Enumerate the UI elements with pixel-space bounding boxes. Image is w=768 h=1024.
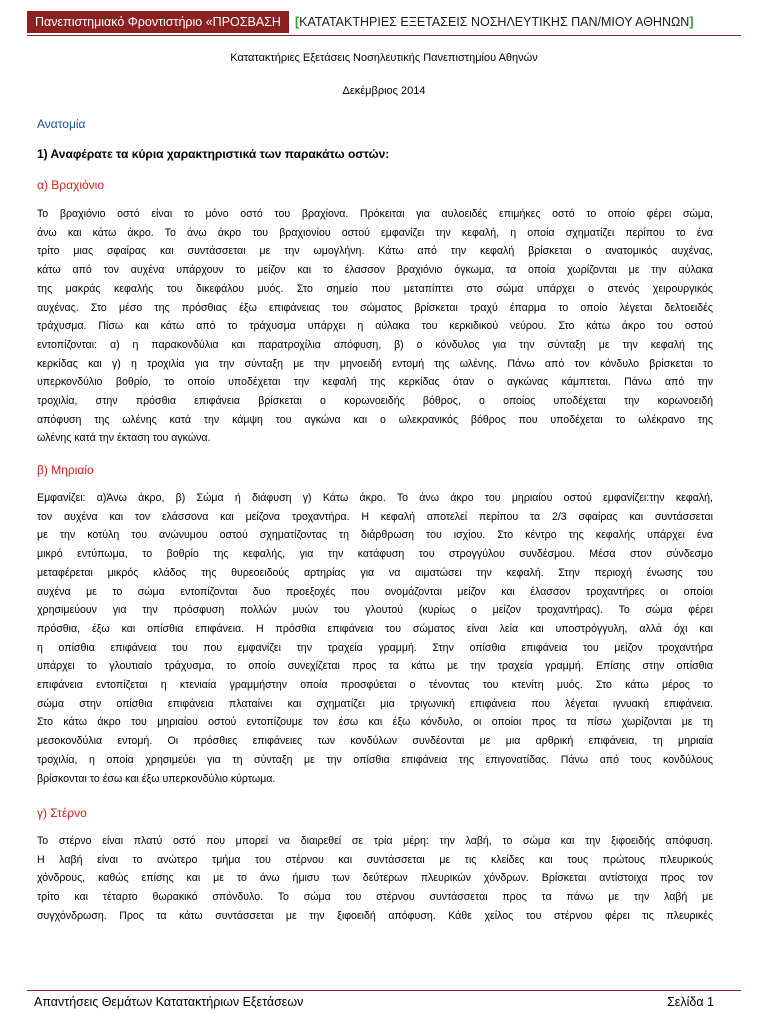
text-line: Το στέρνο είναι πλατύ οστό που μπορεί να διαιρεθεί σε τρία μέρη: την λαβή, το σώμα και την ξιφοειδής απόφυση. xyxy=(37,835,713,847)
header-exam-text: ΚΑΤΑΤΑΚΤΗΡΙΕΣ ΕΞΕΤΑΣΕΙΣ ΝΟΣΗΛΕΥΤΙΚΗΣ ΠΑΝ/ΜΙΟΥ ΑΘΗΝΩΝ xyxy=(299,15,690,29)
text-line: μεσοκονδύλια εντομή. Οι πρόσθιες επιφάνειες των κονδύλων συνδέονται με μια αρθρική επιφάνεια, τη μηριαία xyxy=(37,735,713,748)
text-line: τροχιλία, η οποία χρησιμεύει για τη σύνταξη με την οπίσθια επιφάνεια της επιγονατίδας. Πάνω από τους κονδύλους xyxy=(37,753,713,766)
text-line: σώμα στην οπίσθια επιφάνεια πλαταίνει και σχηματίζει μια τριγωνική επιφάνεια που λέγεται ιγνυακή επιφάνεια. xyxy=(37,697,713,710)
footer-title: Απαντήσεις Θεμάτων Κατατακτήριων Εξετάσεων xyxy=(34,995,304,1009)
page-number: Σελίδα 1 xyxy=(667,995,714,1009)
page-header xyxy=(27,11,741,33)
text-line: απόφυση της ωλένης κατά την κάμψη του αγκώνα και ο ωλεκρανικός βόθρος που υποδέχεται το ωλέκρανο της xyxy=(37,413,713,426)
text-line: η οπίσθια επιφάνεια του που εμφανίζει την τραχεία γραμμή. Στην οπίσθια επιφάνεια του μείζον τροχαντήρα xyxy=(37,641,713,654)
text-line: επιφάνεια εντοπίζεται η κτενιαία γραμμήστην οποία προσφύεται ο τένοντας του κτενίτη μυός. Στο κάτω μέρος το xyxy=(37,679,713,692)
footer-divider xyxy=(27,990,741,991)
text-line: της μακράς κεφαλής του δικεφάλου μυός. Στο σημείο που μεταπίπτει στο σώμα υπάρχει ο στενός χειρουργικός xyxy=(37,282,713,295)
text-line: Το βραχιόνιο οστό είναι το μόνο οστό του βραχίονα. Πρόκειται για αυλοειδές επιμήκες οστό το οποίο φέρει σώμα, xyxy=(37,208,713,220)
header-institution: Πανεπιστημιακό Φροντιστήριο «ΠΡΟΣΒΑΣΗ xyxy=(27,11,289,33)
text-line: Εμφανίζει: α)Άνω άκρο, β) Σώμα ή διάφυση γ) Κάτω άκρο. Το άνω άκρο του μηριαίου οστού εμφανίζει:την κεφαλή, xyxy=(37,492,713,504)
text-line: μεταφέρεται μικρός κλάδος της θυρεοειδούς αρτηρίας για να αιματώσει την κεφαλή. Στην περιοχή ένωσης του xyxy=(37,566,713,579)
text-line: αυχένας. Στο μέσο της πρόσθιας έξω επιφάνειας του σώματος βρίσκεται τραχύ έπαρμα το οποίο λέγεται δελτοειδές xyxy=(37,301,713,314)
subsection-heading: α) Βραχιόνιο xyxy=(37,178,105,192)
text-line: άνω και κάτω άκρο. Το άνω άκρο του βραχιονίου οστού εμφανίζει την κεφαλή, η οποία σχηματίζει περίπου το ένα xyxy=(37,226,713,239)
text-line: Η λαβή είναι το ανώτερο τμήμα του στέρνου και συντάσσεται με τις κλείδες και τους πρώτους πλευρικούς xyxy=(37,853,713,866)
section-title: Ανατομία xyxy=(37,117,86,131)
header-divider xyxy=(27,35,741,36)
paragraph-humerus xyxy=(37,205,713,448)
text-line: πρόσθια, έξω και οπίσθια επιφάνεια. Η πρόσθια επιφάνεια του σώματος είναι λεία και υποστρόγγυλη, αλλά όχι και xyxy=(37,622,713,635)
subsection-heading: γ) Στέρνο xyxy=(37,806,87,820)
text-line: τον αυχένα και τον ελάσσονα και μείζονα τροχαντήρα. Η κεφαλή αποτελεί περίπου τα 2/3 σφαίρας και συντάσσεται xyxy=(37,510,713,523)
text-line: υπερκονδύλιο βοθρίο, το οποίο υποδέχεται την κεφαλή της κερκίδας όταν ο αγκώνας κάμπτεται. Πάνω από την xyxy=(37,376,713,389)
text-line: συγχόνδρωση. Προς τα κάτω συντάσσεται με την ξιφοειδή απόφυση. Κάθε χείλος του στέρνου φέρει τις πλευρικές xyxy=(37,909,713,922)
text-line: χόνδρους, καθώς επίσης και με το άνω ήμισυ των δεύτερων πλευρικών χόνδρων. Βρίσκεται αντίστοιχα προς τον xyxy=(37,872,713,885)
text-line: με την κοτύλη του ανώνυμου οστού σχηματίζοντας τη διάρθρωση του ισχίου. Στο κέντρο της κεφαλής υπάρχει ένα xyxy=(37,529,713,542)
text-line: εντοπίζονται: α) η παρακονδύλια και παρατροχίλια απόφυση, β) ο κόνδυλος για την σύνταξη με την κεφαλή της xyxy=(37,338,713,351)
header-bracket-open: [ xyxy=(294,15,300,29)
text-line: Στο κάτω άκρο του μηριαίου οστού εντοπίζουμε τον έσω και έξω κόνδυλο, οι οποίοι προς τα πίσω χωρίζονται με τη xyxy=(37,716,713,729)
header-exam-title xyxy=(295,15,694,29)
text-line: αυχένα με το σώμα εντοπίζονται δυο προεξοχές που ονομάζονται μείζον και έλασσον τροχαντήρες οι οποίοι xyxy=(37,585,713,598)
text-line: χρησιμεύουν για την πρόσφυση πολλών μυών του γλουτού (κυρίως ο μείζον τροχαντήρας). Το σώμα φέρει xyxy=(37,604,713,617)
text-line: υπάρχει το γλουτιαίο τράχυσμα, το οποίο συνεχίζεται προς τα κάτω με την τραχεία γραμμή. Επίσης στην οπίσθια xyxy=(37,660,713,673)
paragraph-femur xyxy=(37,489,713,788)
document-date: Δεκέμβριος 2014 xyxy=(342,85,426,97)
subsection-heading: β) Μηριαίο xyxy=(37,463,94,477)
text-line: κερκίδας και γ) η τροχιλία για την σύνταξη με την μηνοειδή εντομή της ωλένης. Πάνω από τον κόνδυλο βρίσκεται το xyxy=(37,357,713,370)
text-line: βρίσκονται το έσω και έξω υπερκονδύλιο κύρτωμα. xyxy=(37,772,276,785)
document-title: Κατατακτήριες Εξετάσεις Νοσηλευτικής Πανεπιστημίου Αθηνών xyxy=(230,52,538,64)
text-line: τροχιλία, στην πρόσθια επιφάνεια βρίσκεται ο κορωνοειδής βόθρος, ο οποίος υποδέχεται την κορωνοειδή xyxy=(37,395,713,408)
text-line: τράχυσμα. Πίσω και κάτω από το τράχυσμα υπάρχει η αύλακα του κερκιδικού νεύρου. Στο κάτω άκρο του οστού xyxy=(37,320,713,333)
question-text: 1) Αναφέρατε τα κύρια χαρακτηριστικά των παρακάτω οστών: xyxy=(37,147,390,161)
paragraph-sternum xyxy=(37,832,713,926)
header-bracket-close: ] xyxy=(689,15,694,29)
text-line: μικρό εντύπωμα, το βοθρίο της κεφαλής, για την κατάφυση του στρογγύλου συνδέσμου. Μέσα στον σύνδεσμο xyxy=(37,548,713,561)
text-line: τρίτο και τέταρτο θωρακικό σπόνδυλο. Το σώμα του στέρνου συντάσσεται προς τα πάνω με την λαβή με xyxy=(37,891,713,904)
text-line: κάτω από τον αυχένα υπάρχουν το μείζον και το έλασσον βραχιόνιο όγκωμα, τα οποία χωρίζονται με την αύλακα xyxy=(37,264,713,277)
text-line: τρίτο μιας σφαίρας και συντάσσεται με την ωμογλήνη. Κάτω από την κεφαλή βρίσκεται ο ανατομικός αυχένας, xyxy=(37,245,713,258)
text-line: ωλένης κατά την έκταση του αγκώνα. xyxy=(37,432,211,445)
